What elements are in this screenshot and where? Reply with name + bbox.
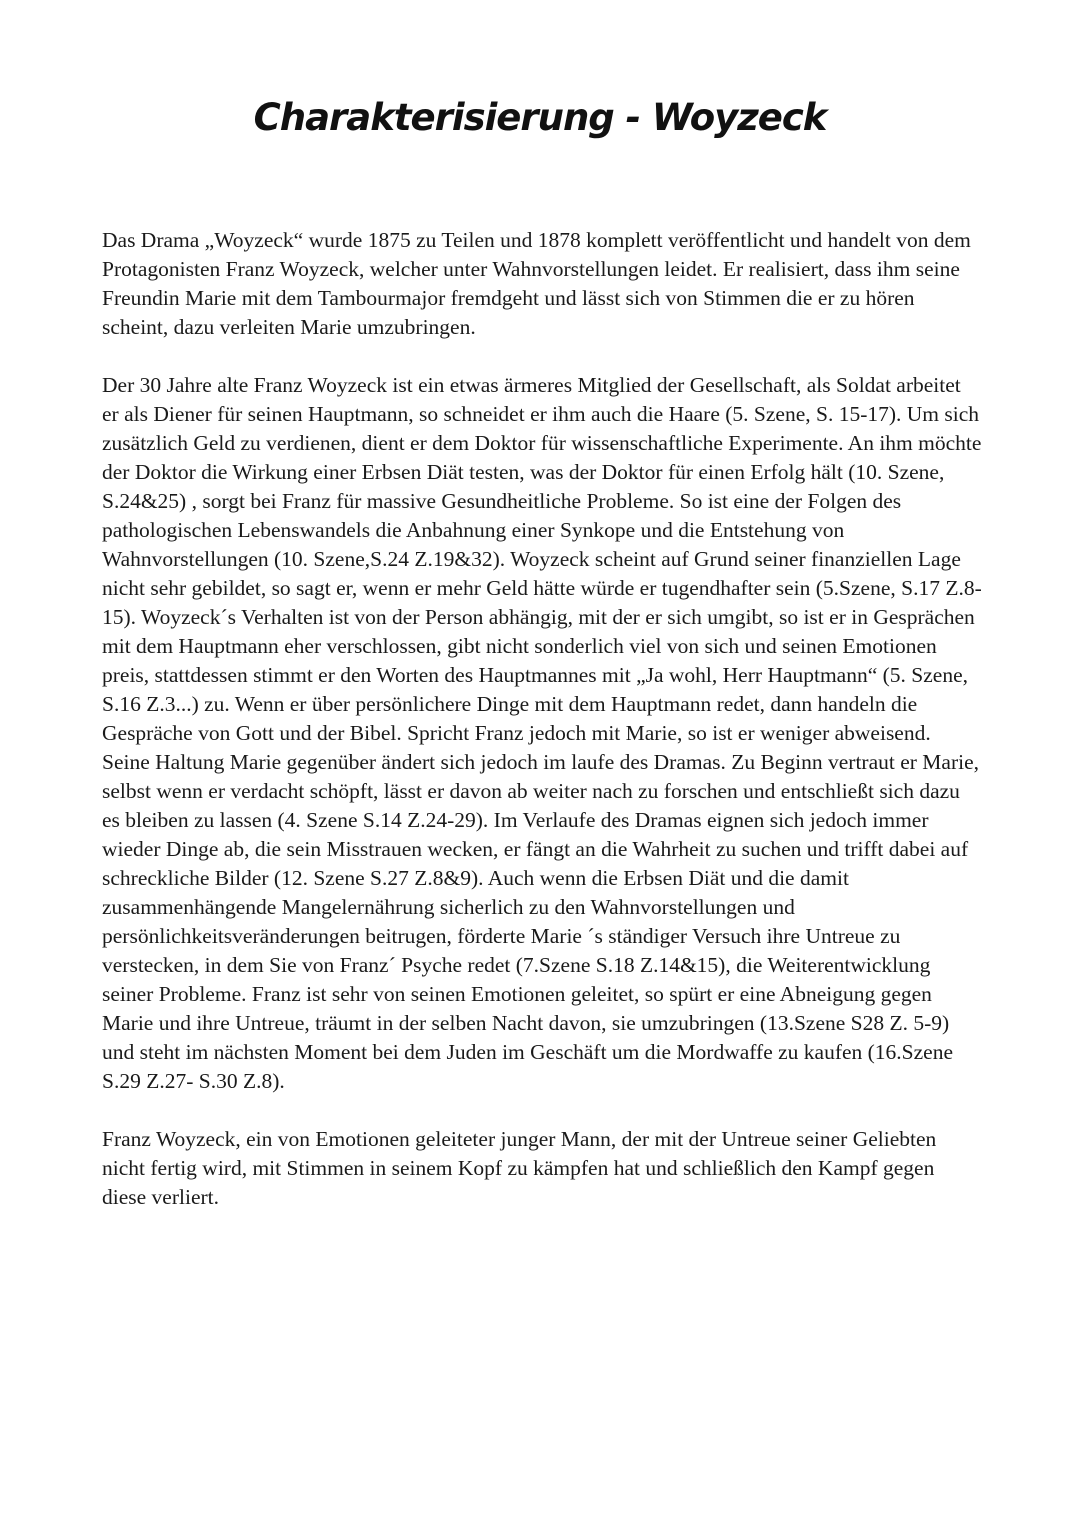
paragraph-conclusion: Franz Woyzeck, ein von Emotionen geleiteter junger Mann, der mit der Untreue seiner Geliebten nicht fertig wird, mit Stimmen in seinem Kopf zu kämpfen hat und schließlich den Kampf gegen diese verliert. — [102, 1127, 937, 1209]
paragraph-characterization: Der 30 Jahre alte Franz Woyzeck ist ein etwas ärmeres Mitglied der Gesellschaft, als Soldat arbeitet er als Diener für seinen Hauptmann, so schneidet er ihm auch die Haare (5. Szene, S. 15-17). Um sich zusätzlich Geld zu verdienen, dient er dem Doktor für wissenschaftliche Experimente. An ihm möchte der Doktor die Wirkung einer Erbsen Diät testen, was der Doktor für einen Erfolg hält (10. Szene, S.24&25) , sorgt bei Franz für massive Gesundheitliche Probleme. So ist eine der Folgen des pathologischen Lebenswandels die Anbahnung einer Synkope und die Entstehung von Wahnvorstellungen (10. Szene,S.24 Z.19&32). Woyzeck scheint auf Grund seiner finanziellen Lage nicht sehr gebildet, so sagt er, wenn er mehr Geld hätte würde er tugendhafter sein (5.Szene, S.17 Z.8-15). Woyzeck´s Verhalten ist von der Person abhängig, mit der er sich umgibt, so ist er in Gesprächen mit dem Hauptmann eher verschlossen, gibt nicht sonderlich viel von sich und seinen Emotionen preis, stattdessen stimmt er den Worten des Hauptmannes mit „Ja wohl, Herr Hauptmann“ (5. Szene, S.16 Z.3...) zu. Wenn er über persönlichere Dinge mit dem Hauptmann redet, dann handeln die Gespräche von Gott und der Bibel. Spricht Franz jedoch mit Marie, so ist er weniger abweisend. Seine Haltung Marie gegenüber ändert sich jedoch im laufe des Dramas. Zu Beginn vertraut er Marie, selbst wenn er verdacht schöpft, lässt er davon ab weiter nach zu forschen und entschließt sich dazu es bleiben zu lassen (4. Szene S.14 Z.24-29). Im Verlaufe des Dramas eignen sich jedoch immer wieder Dinge ab, die sein Misstrauen wecken, er fängt an die Wahrheit zu suchen und trifft dabei auf schreckliche Bilder (12. Szene S.27 Z.8&9). Auch wenn die Erbsen Diät und die damit zusammenhängende Mangelernährung sicherlich zu den Wahnvorstellungen und persönlichkeitsveränderungen beitrugen, förderte Marie ´s ständiger Versuch ihre Untreue zu verstecken, in dem Sie von Franz´ Psyche redet (7.Szene S.18 Z.14&15), die Weiterentwicklung seiner Probleme. Franz ist sehr von seinen Emotionen geleitet, so spürt er eine Abneigung gegen Marie und ihre Untreue, träumt in der selben Nacht davon, sie umzubringen (13.Szene S28 Z. 5-9) und steht im nächsten Moment bei dem Juden im Geschäft um die Mordwaffe zu kaufen (16.Szene S.29 Z.27- S.30 Z.8). — [102, 373, 982, 1093]
document-body — [102, 226, 982, 1241]
document-title: Charakterisierung - Woyzeck — [253, 96, 827, 139]
paragraph-intro: Das Drama „Woyzeck“ wurde 1875 zu Teilen und 1878 komplett veröffentlicht und handelt von dem Protagonisten Franz Woyzeck, welcher unter Wahnvorstellungen leidet. Er realisiert, dass ihm seine Freundin Marie mit dem Tambourmajor fremdgeht und lässt sich von Stimmen die er zu hören scheint, dazu verleiten Marie umzubringen. — [102, 228, 971, 339]
